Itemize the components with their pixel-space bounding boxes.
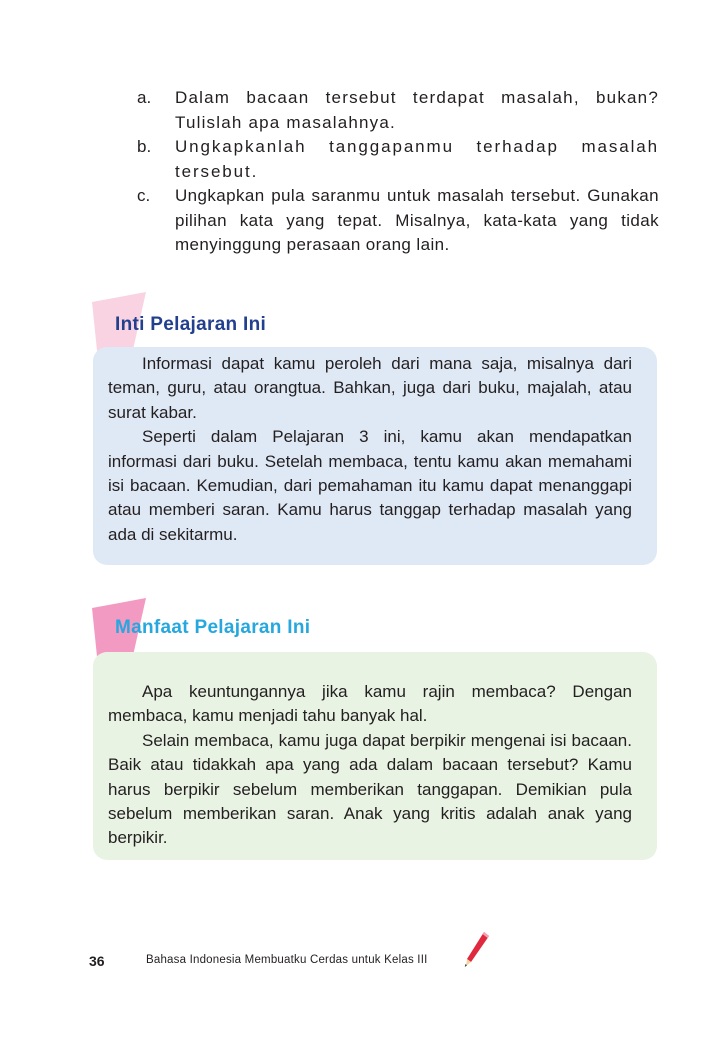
- inti-pelajaran-text: [108, 352, 632, 547]
- manfaat-paragraph-1: Apa keuntungannya jika kamu rajin membaca? Dengan membaca, kamu menjadi tahu banyak hal.: [108, 682, 632, 726]
- question-item-a: [137, 86, 659, 135]
- inti-paragraph-2: Seperti dalam Pelajaran 3 ini, kamu akan mendapatkan informasi dari buku. Setelah membaca, tentu kamu akan memahami isi bacaan. Kemudian, dari pemahaman itu kamu dapat menanggapi atau memberi saran. Kamu harus tanggap terhadap masalah yang ada di sekitarmu.: [108, 427, 632, 544]
- question-list: [137, 86, 659, 258]
- running-title: Bahasa Indonesia Membuatku Cerdas untuk Kelas III: [146, 954, 428, 966]
- question-marker: c.: [137, 186, 151, 205]
- page-number: 36: [89, 953, 105, 969]
- manfaat-paragraph-2: Selain membaca, kamu juga dapat berpikir mengenai isi bacaan. Baik atau tidakkah apa yang ada dalam bacaan tersebut? Kamu harus berpikir sebelum memberikan tanggapan. Demikian pula sebelum memberikan saran. Anak yang kritis adalah anak yang berpikir.: [108, 730, 632, 848]
- manfaat-pelajaran-text: [108, 680, 632, 851]
- question-text: Dalam bacaan tersebut terdapat masalah, bukan? Tulislah apa masalahnya.: [175, 88, 659, 132]
- inti-pelajaran-title: Inti Pelajaran Ini: [115, 314, 267, 335]
- question-text: Ungkapkan pula saranmu untuk masalah tersebut. Gunakan pilihan kata yang tepat. Misalnya, kata-kata yang tidak menyinggung perasaan orang lain.: [175, 186, 659, 254]
- question-item-c: [137, 184, 659, 258]
- question-marker: b.: [137, 137, 152, 156]
- question-text: Ungkapkanlah tanggapanmu terhadap masalah tersebut.: [175, 137, 659, 181]
- manfaat-pelajaran-title: Manfaat Pelajaran Ini: [115, 617, 311, 638]
- pencil-icon: [462, 930, 492, 970]
- question-marker: a.: [137, 88, 152, 107]
- question-item-b: [137, 135, 659, 184]
- inti-paragraph-1: Informasi dapat kamu peroleh dari mana saja, misalnya dari teman, guru, atau orangtua. Bahkan, juga dari buku, majalah, atau surat kabar.: [108, 354, 632, 422]
